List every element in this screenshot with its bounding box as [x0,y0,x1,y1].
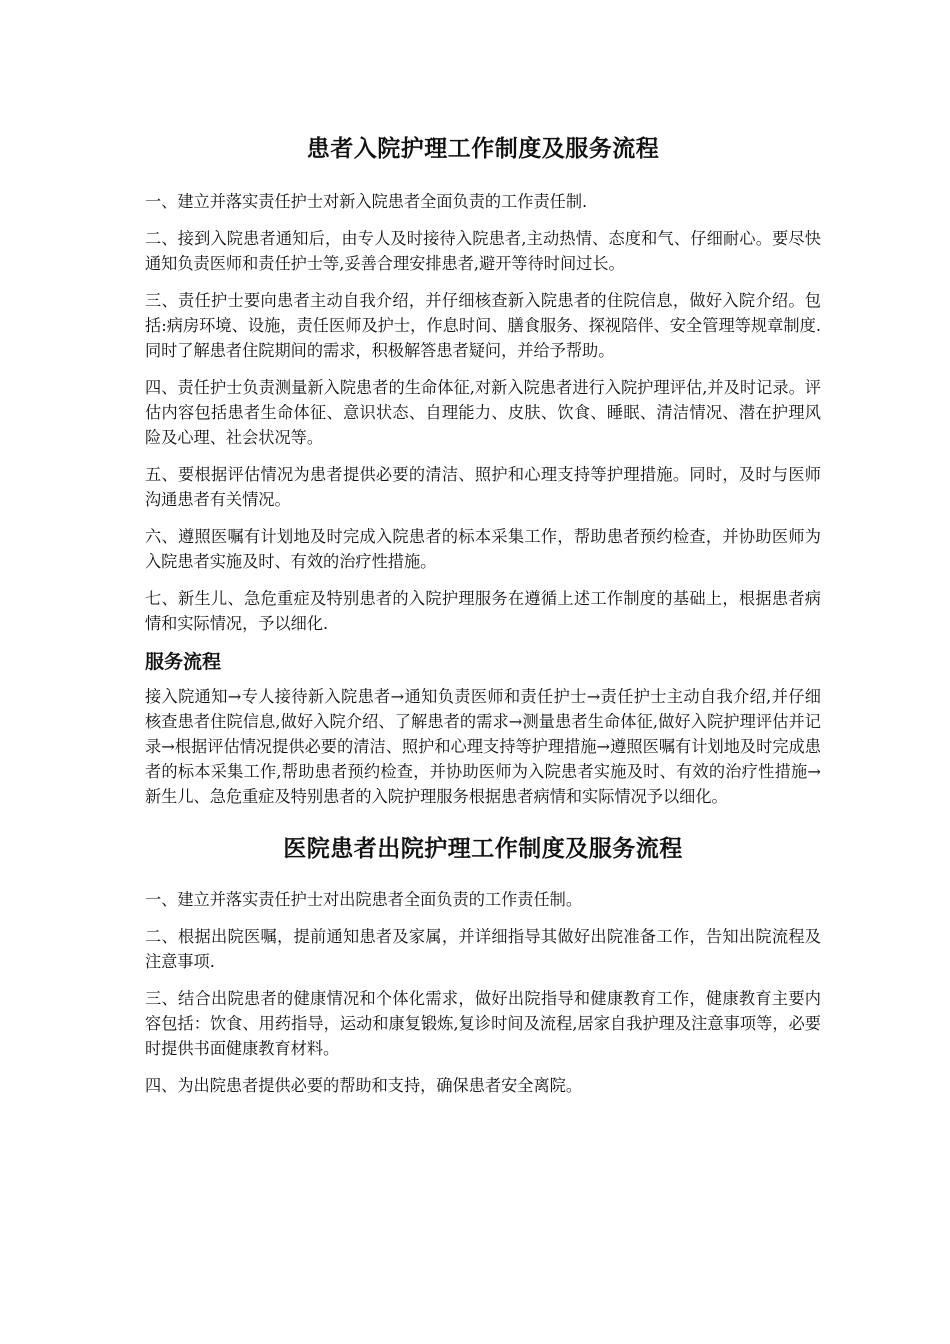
admission-paragraph-6: 六、遵照医嘱有计划地及时完成入院患者的标本采集工作，帮助患者预约检查，并协助医师为入院患者实施及时、有效的治疗性措施。 [145,527,821,571]
discharge-paragraph-2: 二、根据出院医嘱，提前通知患者及家属，并详细指导其做好出院准备工作，告知出院流程及注意事项. [145,927,821,971]
admission-paragraph-4: 四、责任护士负责测量新入院患者的生命体征,对新入院患者进行入院护理评估,并及时记录。评估内容包括患者生命体征、意识状态、自理能力、皮肤、饮食、睡眠、清洁情况、潜在护理风险及心理、社会状况等。 [145,378,821,447]
discharge-paragraph-3: 三、结合出院患者的健康情况和个体化需求，做好出院指导和健康教育工作，健康教育主要内容包括：饮食、用药指导，运动和康复锻炼,复诊时间及流程,居家自我护理及注意事项等，必要时提供书面健康教育材料。 [145,989,821,1058]
admission-title: 患者入院护理工作制度及服务流程 [306,136,660,162]
discharge-paragraph-4: 四、为出院患者提供必要的帮助和支持，确保患者安全离院。 [145,1076,583,1095]
document-page [145,133,821,1110]
service-flow-heading: 服务流程 [145,651,222,673]
admission-paragraph-3: 三、责任护士要向患者主动自我介绍，并仔细核查新入院患者的住院信息，做好入院介绍。包括:病房环境、设施，责任医师及护士，作息时间、膳食服务、探视陪伴、安全管理等规章制度.同时了解患者住院期间的需求，积极解答患者疑问，并给予帮助。 [145,291,821,360]
admission-paragraph-1: 一、建立并落实责任护士对新入院患者全面负责的工作责任制. [145,192,588,211]
admission-paragraph-2: 二、接到入院患者通知后，由专人及时接待入院患者,主动热情、态度和气、仔细耐心。要尽快通知负责医师和责任护士等,妥善合理安排患者,避开等待时间过长。 [145,229,821,273]
admission-paragraph-7: 七、新生儿、急危重症及特别患者的入院护理服务在遵循上述工作制度的基础上，根据患者病情和实际情况，予以细化. [145,589,821,633]
service-flow-text: 接入院通知→专人接待新入院患者→通知负责医师和责任护士→责任护士主动自我介绍,并仔细核查患者住院信息,做好入院介绍、了解患者的需求→测量患者生命体征,做好入院护理评估并记录→根据评估情况提供必要的清洁、照护和心理支持等护理措施→遵照医嘱有计划地及时完成患者的标本采集工作,帮助患者预约检查，并协助医师为入院患者实施及时、有效的治疗性措施→新生儿、急危重症及特别患者的入院护理服务根据患者病情和实际情况予以细化。 [145,687,821,806]
discharge-title: 医院患者出院护理工作制度及服务流程 [283,836,683,862]
discharge-paragraph-1: 一、建立并落实责任护士对出院患者全面负责的工作责任制。 [145,890,583,909]
admission-paragraph-5: 五、要根据评估情况为患者提供必要的清洁、照护和心理支持等护理措施。同时，及时与医师沟通患者有关情况。 [145,465,821,509]
